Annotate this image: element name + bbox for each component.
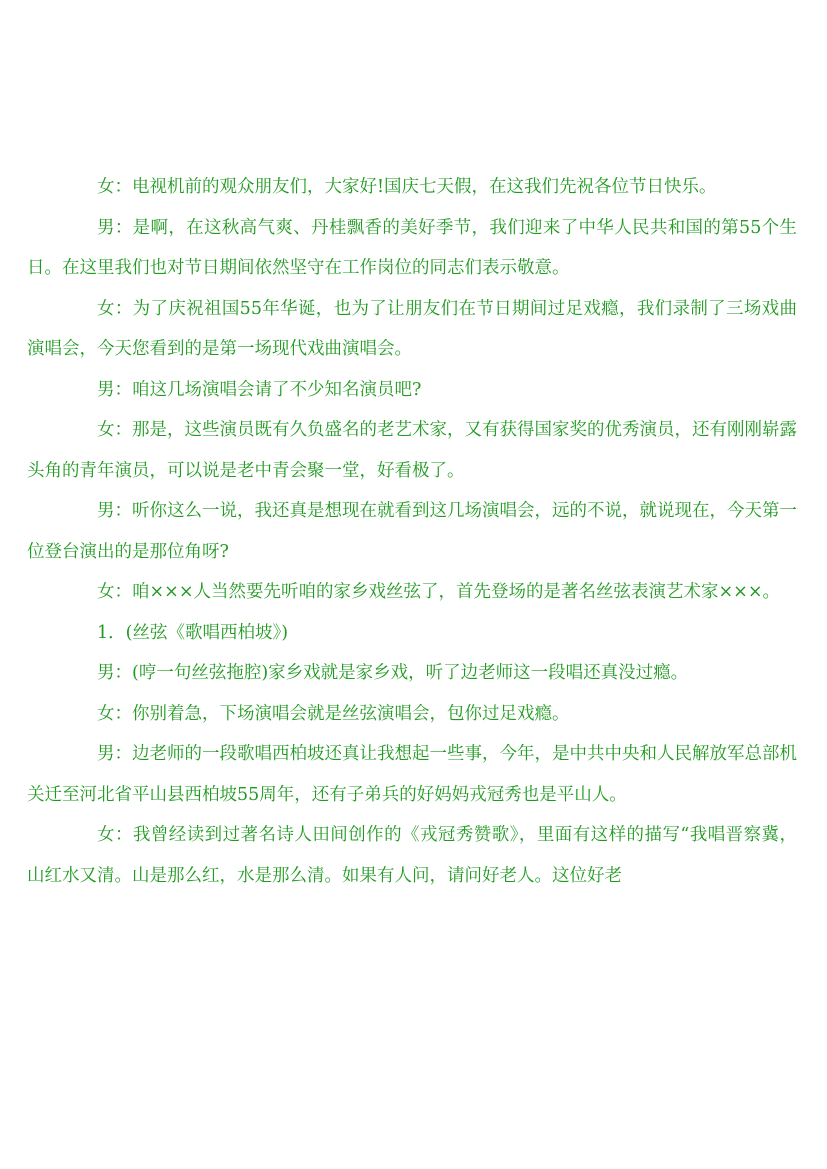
- paragraph-3: 女：为了庆祝祖国55年华诞，也为了让朋友们在节日期间过足戏瘾，我们录制了三场戏曲演唱会，今天您看到的是第一场现代戏曲演唱会。: [27, 298, 797, 359]
- paragraph-9: 男：(哼一句丝弦拖腔)家乡戏就是家乡戏，听了边老师这一段唱还真没过瘾。: [97, 663, 689, 683]
- paragraph-8: 1．(丝弦《歌唱西柏坡》): [97, 622, 289, 643]
- paragraph-5: 女：那是，这些演员既有久负盛名的老艺术家，又有获得国家奖的优秀演员，还有刚刚崭露头角的青年演员，可以说是老中青会聚一堂，好看极了。: [27, 420, 797, 481]
- paragraph-12: 女：我曾经读到过著名诗人田间创作的《戎冠秀赞歌》，里面有这样的描写“我唱晋察冀，山红水又清。山是那么红，水是那么清。如果有人问，请问好老人。这位好老: [27, 825, 797, 886]
- paragraph-7: 女：咱×××人当然要先听咱的家乡戏丝弦了，首先登场的是著名丝弦表演艺术家×××。: [97, 582, 780, 602]
- paragraph-10: 女：你别着急，下场演唱会就是丝弦演唱会，包你过足戏瘾。: [97, 703, 570, 724]
- paragraph-11: 男：边老师的一段歌唱西柏坡还真让我想起一些事，今年，是中共中央和人民解放军总部机关迁至河北省平山县西柏坡55周年，还有子弟兵的好妈妈戎冠秀也是平山人。: [27, 744, 797, 805]
- paragraph-6: 男：听你这么一说，我还真是想现在就看到这几场演唱会，远的不说，就说现在，今天第一位登台演出的是那位角呀?: [27, 501, 797, 562]
- paragraph-4: 男：咱这几场演唱会请了不少知名演员吧?: [97, 379, 422, 400]
- paragraph-1: 女：电视机前的观众朋友们，大家好!国庆七天假，在这我们先祝各位节日快乐。: [97, 177, 717, 197]
- document-body: [27, 167, 797, 896]
- paragraph-2: 男：是啊，在这秋高气爽、丹桂飘香的美好季节，我们迎来了中华人民共和国的第55个生日。在这里我们也对节日期间依然坚守在工作岗位的同志们表示敬意。: [27, 217, 797, 278]
